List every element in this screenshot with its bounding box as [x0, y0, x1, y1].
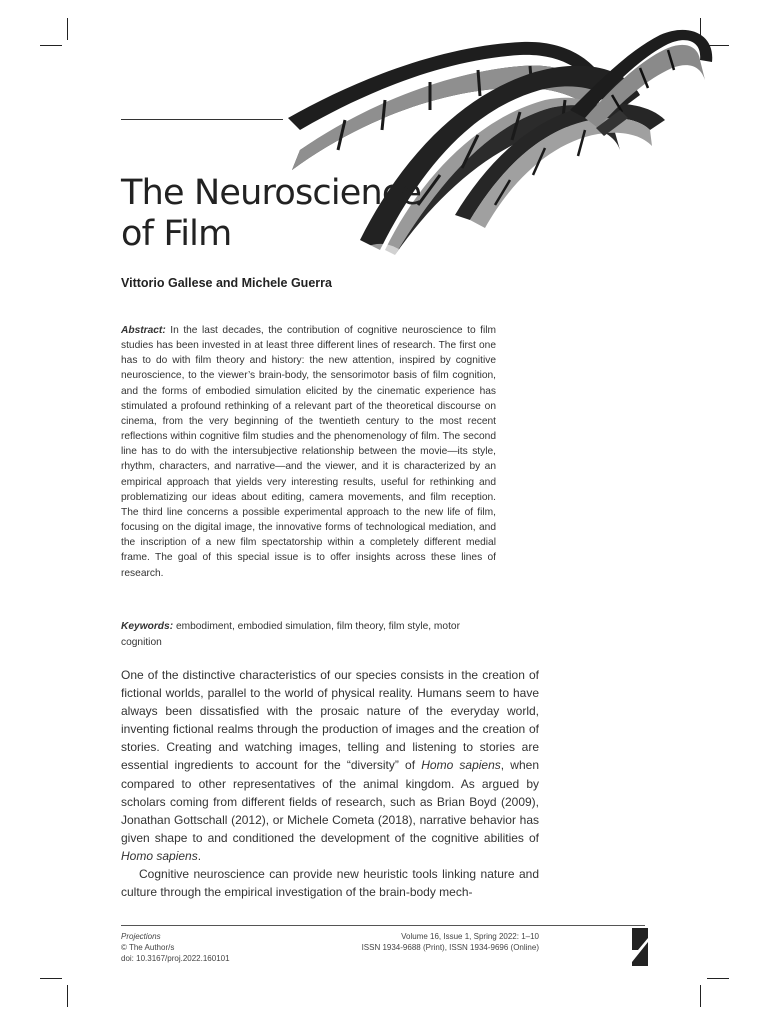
title-line-2: of Film: [121, 214, 232, 254]
footer-right: [362, 931, 539, 953]
issn: ISSN 1934-9688 (Print), ISSN 1934-9696 (Online): [361, 943, 539, 952]
keywords-text: embodiment, embodied simulation, film theory, film style, motor cognition: [121, 621, 460, 648]
abstract-text: In the last decades, the contribution of cognitive neuroscience to film studies has been invested in at least three different lines of research. The first one has to do with film theory and history: the new attention, inspired by cognitive neuroscience, to the viewer’s brain-body, the sensorimotor basis of film cognition, and the forms of embodied simulation elicited by the cinematic experience has stimulated a profound rethinking of a relevant part of the theoretical discourse on cinema, from the very beginning of the twentieth century to the most recent reflections within cognitive film studies and the phenomenology of film. The second line has to do with the intersubjective relationship between the movie—its style, rhythm, characters, and narrative—and the viewer, and it is characterized by an empirical approach that yields very interesting results, useful for rethinking and problematizing our ideas about editing, camera movements, and film reception. The third line concerns a possible experimental approach to the new life of film, focusing on the digital image, the innovative forms of technological mediation, and the inscription of a new film spectatorship within a completely different medial frame. The goal of this special issue is to offer insights across these lines of research.: [121, 325, 496, 579]
keywords: [121, 619, 501, 650]
paragraph: One of the distinctive characteristics of our species consists in the creation of fictional worlds, parallel to the world of physical reality. Humans seem to have always been dissatisfied with the prosaic nature of the everyday world, inventing fictional realms through the production of images and the creation of stories. Creating and watching images, telling and listening to stories are essential ingredients to account for the “diversity” of Homo sapiens, when compared to other representatives of the animal kingdom. As argued by scholars coming from different fields of research, such as Brian Boyd (2009), Jonathan Gottschall (2012), or Michele Cometa (2018), narrative behavior has given shape to and conditioned the development of the cognitive abilities of Homo sapiens.: [121, 668, 539, 863]
footer-left: [121, 931, 230, 964]
keywords-label: Keywords:: [121, 621, 174, 632]
paragraph: Cognitive neuroscience can provide new heuristic tools linking nature and culture through the empirical investigation of the brain-body mech-: [121, 867, 539, 900]
abstract-label: Abstract:: [121, 325, 166, 336]
copyright: © The Author/s: [121, 943, 175, 952]
article-title: [121, 173, 421, 255]
journal-name: Projections: [121, 932, 161, 941]
title-line-1: The Neuroscience: [121, 173, 422, 213]
authors: Vittorio Gallese and Michele Guerra: [121, 276, 332, 290]
abstract: [121, 323, 496, 581]
volume-info: Volume 16, Issue 1, Spring 2022: 1–10: [401, 932, 539, 941]
crop-mark: [700, 985, 701, 1007]
publisher-logo-icon: [630, 928, 650, 966]
crop-mark: [40, 978, 62, 979]
doi: doi: 10.3167/proj.2022.160101: [121, 954, 230, 963]
film-strip-illustration: [0, 0, 768, 320]
crop-mark: [707, 978, 729, 979]
crop-mark: [67, 985, 68, 1007]
title-rule: [121, 119, 283, 120]
body-text: [121, 666, 539, 901]
footer-rule: [121, 925, 645, 926]
